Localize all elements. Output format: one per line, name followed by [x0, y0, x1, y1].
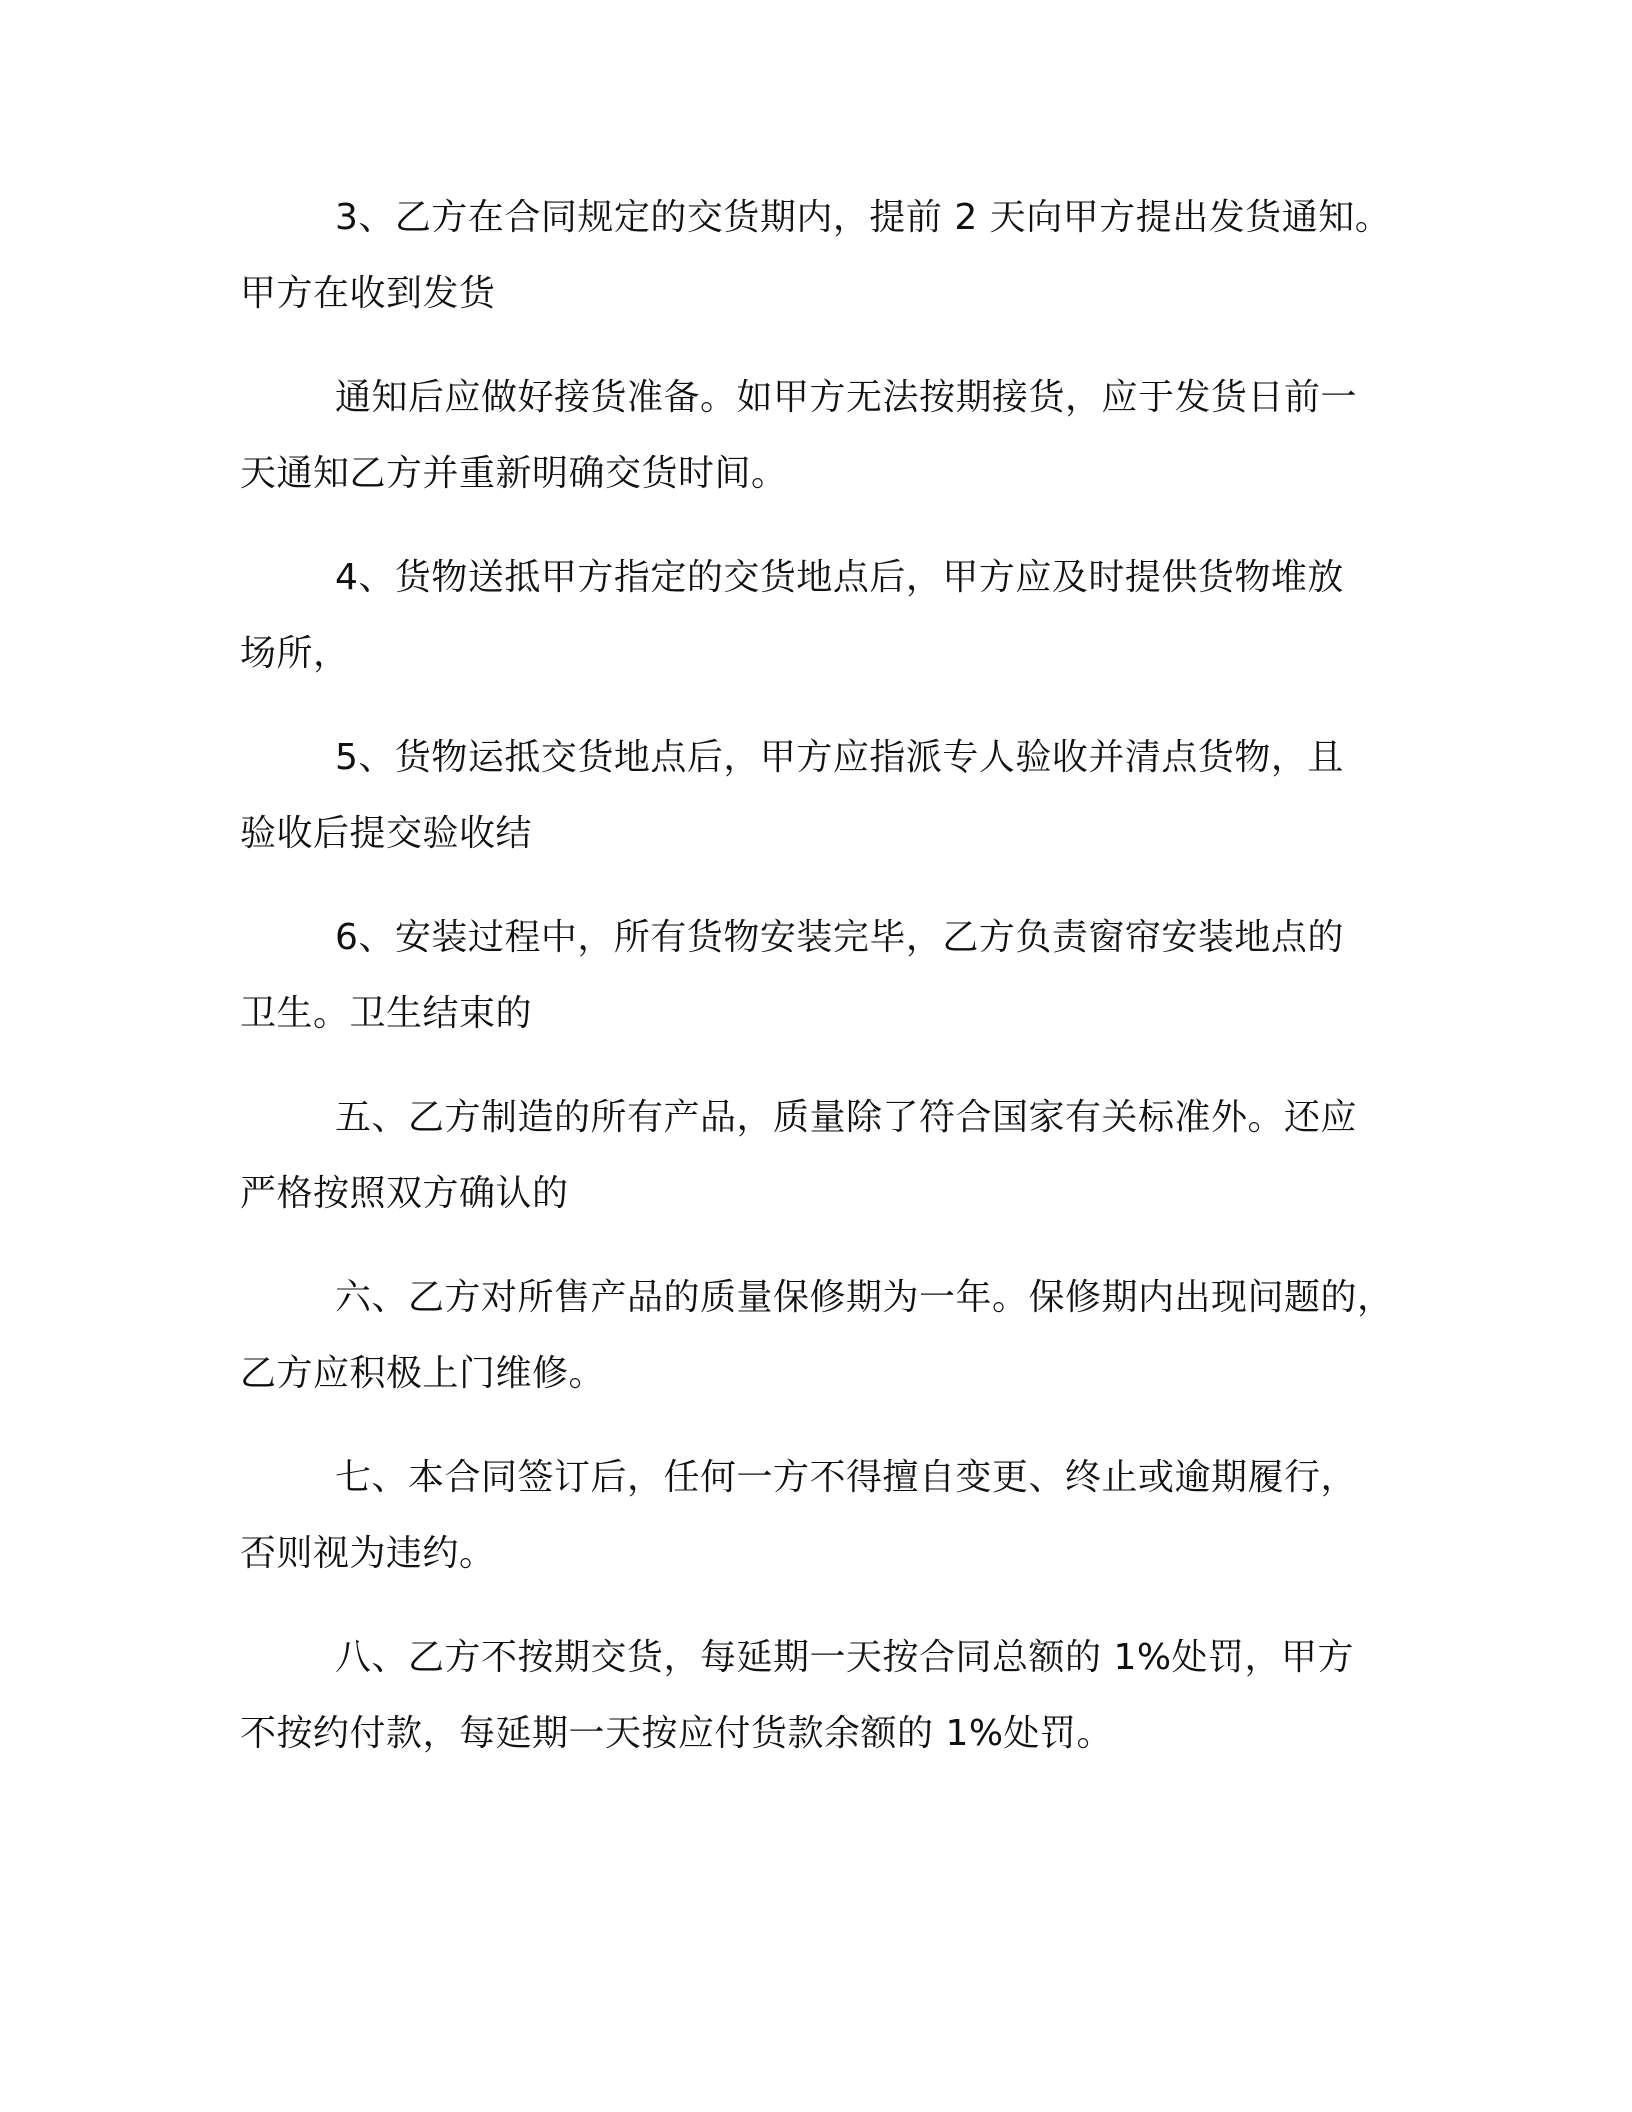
paragraph-line: 甲方在收到发货 — [240, 273, 496, 314]
paragraph-line: 天通知乙方并重新明确交货时间。 — [240, 453, 788, 494]
paragraph-line: 七、本合同签订后，任何一方不得擅自变更、终止或逾期履行， — [335, 1457, 1358, 1498]
paragraph-warranty — [240, 1260, 1420, 1412]
paragraph-line: 场所， — [240, 633, 350, 674]
paragraph-line: 乙方应积极上门维修。 — [240, 1353, 606, 1394]
paragraph-line: 六、乙方对所售产品的质量保修期为一年。保修期内出现问题的， — [335, 1277, 1394, 1318]
paragraph-installation-cleanup — [240, 900, 1420, 1052]
paragraph-no-unilateral-change — [240, 1440, 1420, 1592]
paragraph-delivery-notice — [240, 180, 1420, 332]
paragraph-storage-site — [240, 540, 1420, 692]
paragraph-quality-standard — [240, 1080, 1420, 1232]
paragraph-line: 4、货物送抵甲方指定的交货地点后，甲方应及时提供货物堆放 — [335, 557, 1344, 598]
paragraph-line: 五、乙方制造的所有产品，质量除了符合国家有关标准外。还应 — [335, 1097, 1358, 1138]
paragraph-line: 6、安装过程中，所有货物安装完毕，乙方负责窗帘安装地点的 — [335, 917, 1344, 958]
paragraph-line: 八、乙方不按期交货，每延期一天按合同总额的 1%处罚，甲方 — [335, 1637, 1355, 1678]
paragraph-line: 不按约付款，每延期一天按应付货款余额的 1%处罚。 — [240, 1713, 1114, 1754]
paragraph-line: 验收后提交验收结 — [240, 813, 533, 854]
paragraph-line: 否则视为违约。 — [240, 1533, 496, 1574]
paragraph-line: 卫生。卫生结束的 — [240, 993, 533, 1034]
paragraph-line: 3、乙方在合同规定的交货期内，提前 2 天向甲方提出发货通知。 — [335, 197, 1392, 238]
paragraph-penalties — [240, 1620, 1420, 1772]
paragraph-inspection — [240, 720, 1420, 872]
paragraph-line: 严格按照双方确认的 — [240, 1173, 569, 1214]
paragraph-line: 5、货物运抵交货地点后，甲方应指派专人验收并清点货物，且 — [335, 737, 1344, 778]
paragraph-receiving-preparation — [240, 360, 1420, 512]
paragraph-line: 通知后应做好接货准备。如甲方无法按期接货，应于发货日前一 — [335, 377, 1358, 418]
